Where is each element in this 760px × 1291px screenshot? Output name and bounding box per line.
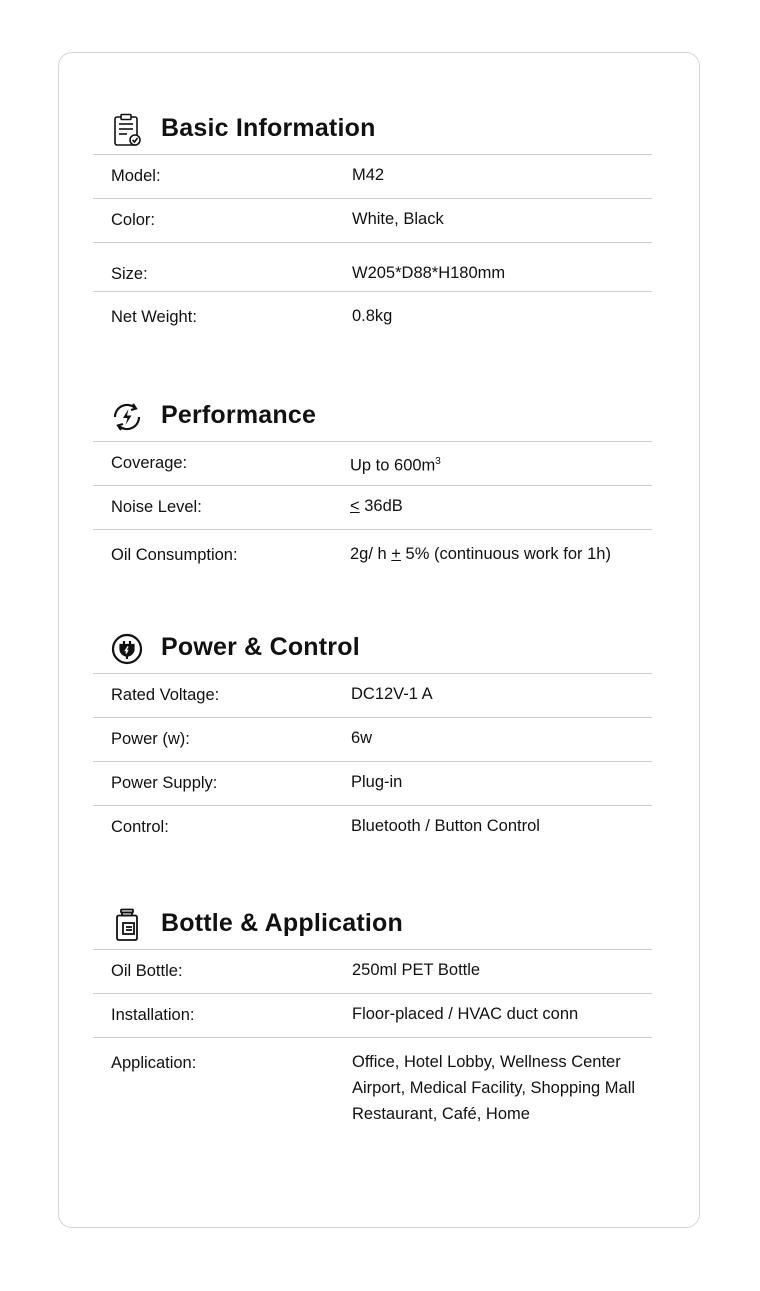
spec-value: M42: [352, 166, 385, 184]
spec-label: Installation:: [111, 1006, 195, 1024]
spec-value: W205*D88*H180mm: [352, 264, 506, 282]
spec-row: [93, 993, 652, 1037]
spec-label: Net Weight:: [111, 308, 197, 326]
spec-value: Plug-in: [351, 773, 403, 791]
section-title: Basic Information: [161, 114, 376, 142]
spec-row: [93, 673, 652, 717]
section-performance: [93, 393, 652, 573]
spec-label: Noise Level:: [111, 498, 202, 516]
plug-icon: [109, 631, 145, 667]
spec-row: [93, 291, 652, 335]
bottle-icon: [109, 907, 145, 943]
oil-value-b: 5% (continuous work for 1h): [400, 545, 611, 563]
section-bottle-application: [93, 901, 652, 1128]
spec-label: Size:: [111, 265, 148, 283]
spec-value: 0.8kg: [352, 307, 393, 325]
spec-row: [93, 485, 652, 529]
spec-value: White, Black: [352, 210, 444, 228]
spec-label: Power (w):: [111, 730, 190, 748]
unit-superscript: 3: [435, 456, 441, 467]
section-title: Power & Control: [161, 633, 360, 661]
less-equal-symbol: <: [350, 497, 360, 515]
coverage-value: Up to 600m: [350, 456, 436, 475]
spec-row: [93, 717, 652, 761]
noise-value: 36dB: [359, 497, 403, 515]
spec-row: [93, 805, 652, 849]
section-power-control: [93, 625, 652, 849]
spec-value: 250ml PET Bottle: [352, 961, 481, 979]
spec-label: Control:: [111, 818, 169, 836]
spec-row: [93, 242, 652, 291]
spec-value: DC12V-1 A: [351, 685, 433, 703]
spec-label: Color:: [111, 211, 156, 229]
spec-row: [93, 1037, 652, 1128]
application-line: Airport, Medical Facility, Shopping Mall: [352, 1079, 636, 1097]
spec-row: [93, 154, 652, 198]
spec-row: [93, 198, 652, 242]
application-line: Restaurant, Café, Home: [352, 1105, 530, 1123]
section-header: [93, 106, 652, 154]
section-title: Bottle & Application: [161, 909, 403, 937]
section-header: [93, 901, 652, 949]
spec-value: Floor-placed / HVAC duct conn: [352, 1005, 579, 1023]
section-header: [93, 393, 652, 441]
spec-label: Model:: [111, 167, 161, 185]
spec-row: [93, 529, 652, 573]
spec-row: [93, 441, 652, 485]
section-title: Performance: [161, 401, 317, 429]
clipboard-check-icon: [109, 112, 145, 148]
oil-value-a: 2g/ h: [350, 545, 392, 563]
spec-row: [93, 949, 652, 993]
spec-value: [350, 449, 441, 479]
spec-label: Rated Voltage:: [111, 686, 220, 704]
spec-value: 6w: [351, 729, 373, 747]
spec-row: [93, 761, 652, 805]
spec-card: [58, 52, 700, 1228]
spec-label: Application:: [111, 1054, 197, 1072]
application-line: Office, Hotel Lobby, Wellness Center: [352, 1053, 621, 1071]
section-header: [93, 625, 652, 673]
spec-label: Coverage:: [111, 454, 188, 472]
spec-label: Oil Consumption:: [111, 546, 238, 564]
spec-value: Bluetooth / Button Control: [351, 817, 540, 835]
spec-value: [350, 541, 611, 567]
plus-minus-symbol: +: [391, 545, 401, 563]
spec-value-list: [352, 1049, 682, 1127]
section-basic-information: [93, 106, 652, 335]
power-cycle-icon: [109, 399, 145, 435]
spec-label: Power Supply:: [111, 774, 218, 792]
spec-value: [350, 493, 403, 519]
spec-label: Oil Bottle:: [111, 962, 183, 980]
